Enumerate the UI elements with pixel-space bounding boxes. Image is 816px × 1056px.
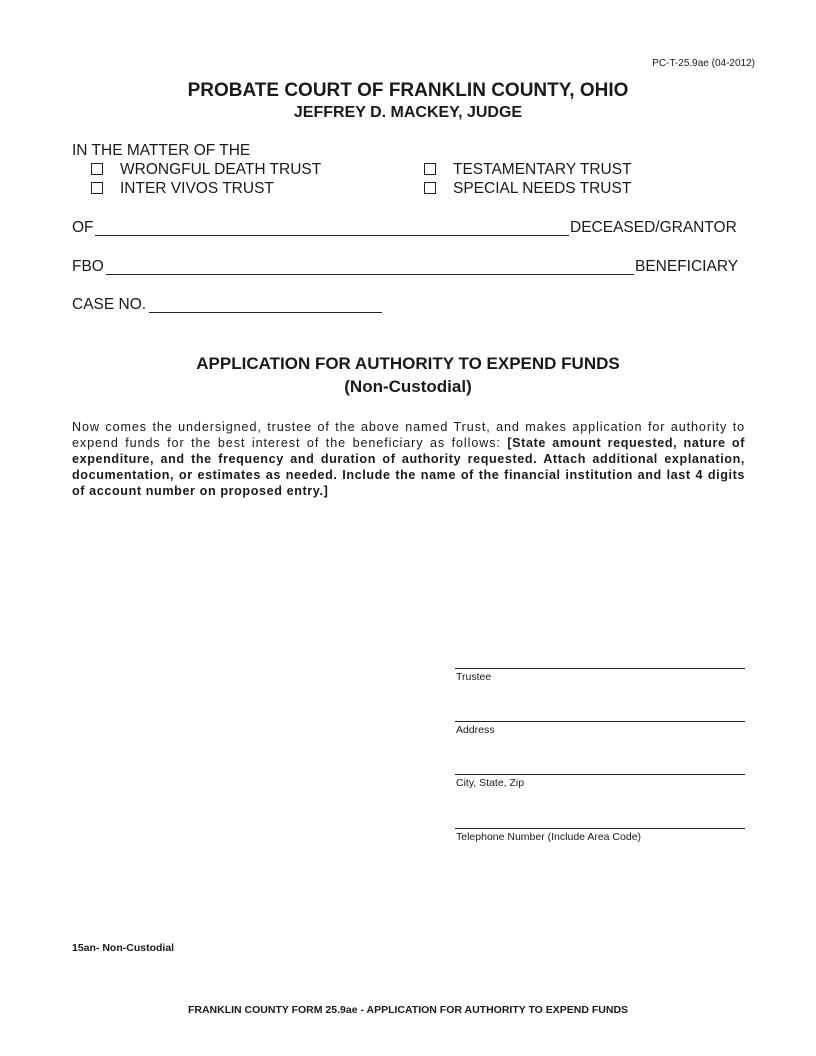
application-subtitle: (Non-Custodial) xyxy=(344,377,472,396)
checkbox-icon[interactable] xyxy=(424,182,436,194)
option-testamentary-trust[interactable] xyxy=(424,161,632,179)
trustee-label: Trustee xyxy=(456,671,492,683)
of-label: OF xyxy=(72,219,94,236)
option-inter-vivos-trust[interactable] xyxy=(91,180,274,198)
option-label: TESTAMENTARY TRUST xyxy=(453,161,632,178)
court-name: PROBATE COURT OF FRANKLIN COUNTY, OHIO xyxy=(187,80,629,101)
application-paragraph xyxy=(72,419,745,499)
footer-form-id: 15an- Non-Custodial xyxy=(72,942,175,954)
trustee-signature-field[interactable] xyxy=(455,668,745,669)
instruction-text: [State amount requested, nature of expenditure, and the frequency and duration of authority requested. Attach additional explanation, documentation, or estimates as needed. Include the name of the financial institution and last 4 digits of account number on proposed entry.] xyxy=(72,436,745,498)
city-state-zip-label: City, State, Zip xyxy=(456,777,525,789)
footer-form-title: FRANKLIN COUNTY FORM 25.9ae - APPLICATION FOR AUTHORITY TO EXPEND FUNDS xyxy=(187,1004,629,1016)
intro-text: Now comes the undersigned, trustee of the above named Trust, and makes application for authority to expend funds for the best interest of the beneficiary as follows: xyxy=(72,420,745,450)
option-label: SPECIAL NEEDS TRUST xyxy=(453,180,632,197)
decedent-name-field[interactable] xyxy=(95,235,569,236)
option-label: WRONGFUL DEATH TRUST xyxy=(120,161,322,178)
judge-name: JEFFREY D. MACKEY, JUDGE xyxy=(293,104,523,121)
fbo-label: FBO xyxy=(72,258,104,275)
beneficiary-name-field[interactable] xyxy=(106,274,634,275)
beneficiary-label: BENEFICIARY xyxy=(635,258,739,275)
option-label: INTER VIVOS TRUST xyxy=(120,180,274,197)
telephone-field[interactable] xyxy=(455,828,745,829)
option-wrongful-death-trust[interactable] xyxy=(91,161,321,179)
checkbox-icon[interactable] xyxy=(91,163,103,175)
address-label: Address xyxy=(456,724,495,736)
telephone-label: Telephone Number (Include Area Code) xyxy=(456,831,642,843)
checkbox-icon[interactable] xyxy=(424,163,436,175)
city-state-zip-field[interactable] xyxy=(455,774,745,775)
case-number-field[interactable] xyxy=(149,312,382,313)
address-field[interactable] xyxy=(455,721,745,722)
application-title: APPLICATION FOR AUTHORITY TO EXPEND FUNDS xyxy=(196,354,620,373)
form-code: PC-T-25.9ae (04-2012) xyxy=(652,58,755,69)
matter-label: IN THE MATTER OF THE xyxy=(72,142,251,159)
deceased-grantor-label: DECEASED/GRANTOR xyxy=(570,219,737,236)
case-number-label: CASE NO. xyxy=(72,296,147,313)
checkbox-icon[interactable] xyxy=(91,182,103,194)
option-special-needs-trust[interactable] xyxy=(424,180,631,198)
